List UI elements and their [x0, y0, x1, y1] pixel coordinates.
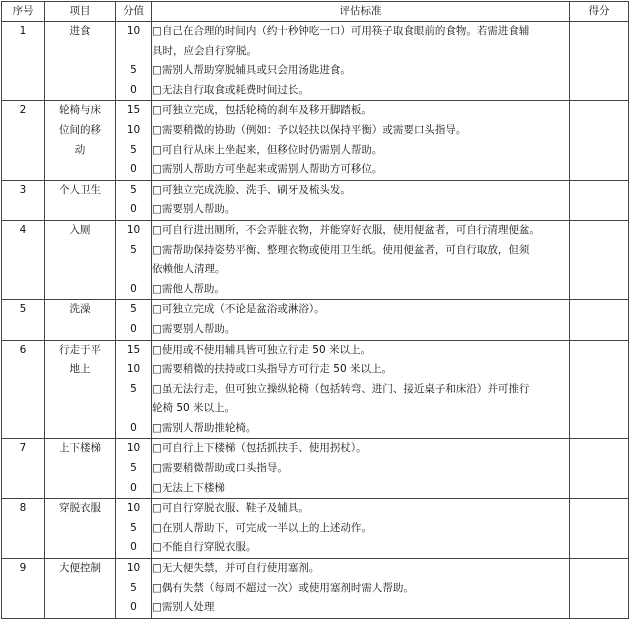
criteria-line: □偶有失禁（每周不超过一次）或使用塞剂时需人帮助。: [152, 581, 414, 594]
criteria-line: □需别人帮助方可坐起来或需别人帮助方可移位。: [152, 163, 383, 176]
criteria-cell: [152, 340, 570, 439]
criteria-line: □无法自行取食或耗费时间过长。: [152, 83, 309, 96]
score-value: 0: [130, 163, 137, 176]
score-input-cell[interactable]: [570, 180, 629, 220]
score-value: 10: [126, 223, 141, 236]
score-spacer: [116, 260, 151, 280]
row-number-cell: [2, 180, 45, 220]
score-input-cell[interactable]: [570, 300, 629, 340]
score-value: 5: [130, 183, 137, 196]
score-value: 5: [130, 303, 137, 316]
row-number: 1: [19, 25, 27, 37]
criteria-line: □自己在合理的时间内（约十秒钟吃一口）可用筷子取食眼前的食物。若需进食辅: [152, 25, 530, 37]
criteria-line: 轮椅 50 米以上。: [152, 402, 236, 415]
row-number-cell: [2, 340, 45, 439]
item-label: 地上: [69, 363, 91, 376]
score-value: 0: [130, 541, 137, 554]
table-row: [2, 499, 629, 559]
score-value-cell: [116, 101, 152, 180]
score-value: 15: [126, 343, 141, 356]
criteria-line: □需别人帮助穿脱辅具或只会用汤匙进食。: [152, 64, 351, 77]
criteria-line: □可自行从床上坐起来，但移位时仍需别人帮助。: [152, 143, 383, 156]
score-value-cell: [116, 340, 152, 439]
criteria-line: □需他人帮助。: [152, 282, 225, 295]
criteria-line: □可独立完成（不论是盆浴或淋浴）。: [152, 303, 325, 316]
item-label: 个人卫生: [59, 183, 101, 196]
item-label: 大便控制: [59, 562, 101, 575]
score-input-cell[interactable]: [570, 559, 629, 619]
item-label: 行走于平: [59, 343, 101, 356]
score-input-cell[interactable]: [570, 340, 629, 439]
score-value: 0: [130, 601, 137, 614]
score-input-cell[interactable]: [570, 101, 629, 180]
criteria-line: □需要稍微的协助（例如：予以轻扶以保持平衡）或需要口头指导。: [152, 123, 467, 136]
score-value: 5: [130, 243, 137, 256]
header-item: 项目: [45, 2, 116, 22]
table-row: [2, 340, 629, 439]
table-row: [2, 220, 629, 299]
score-value: 10: [126, 25, 141, 37]
table-row: [2, 439, 629, 499]
score-value: 0: [130, 83, 137, 96]
criteria-cell: [152, 22, 570, 101]
criteria-cell: [152, 300, 570, 340]
row-number: 7: [19, 442, 27, 455]
row-number-cell: [2, 22, 45, 101]
criteria-line: □可独立完成洗脸、洗手、刷牙及梳头发。: [152, 183, 351, 196]
score-value-cell: [116, 220, 152, 299]
score-spacer: [116, 42, 151, 62]
score-value: 15: [126, 104, 141, 117]
criteria-cell: [152, 499, 570, 559]
header-number: 序号: [2, 2, 45, 22]
row-number-cell: [2, 439, 45, 499]
score-value-cell: [116, 300, 152, 340]
criteria-line: □无法上下楼梯: [152, 481, 225, 494]
score-input-cell[interactable]: [570, 220, 629, 299]
row-number: 5: [19, 303, 27, 316]
item-label: 进食: [69, 25, 91, 37]
criteria-line: □不能自行穿脱衣服。: [152, 541, 257, 554]
score-value: 5: [130, 64, 137, 77]
criteria-line: □需要别人帮助。: [152, 322, 236, 335]
score-value-cell: [116, 559, 152, 619]
criteria-cell: [152, 180, 570, 220]
score-value: 10: [126, 442, 141, 455]
row-number: 3: [19, 183, 27, 196]
criteria-line: 依赖他人清理。: [152, 263, 226, 276]
row-number: 2: [19, 104, 27, 117]
criteria-line: 具时，应会自行穿脱。: [152, 44, 257, 57]
score-input-cell[interactable]: [570, 499, 629, 559]
score-value-cell: [116, 22, 152, 101]
row-number-cell: [2, 559, 45, 619]
item-cell: [45, 22, 116, 101]
criteria-line: □需要别人帮助。: [152, 203, 236, 216]
score-value: 0: [130, 282, 137, 295]
criteria-cell: [152, 101, 570, 180]
item-label: 位间的移: [59, 123, 101, 136]
criteria-line: □需帮助保持姿势平衡、整理衣物或使用卫生纸。使用便盆者，可自行取放，但须: [152, 243, 530, 256]
criteria-line: □可自行穿脱衣服、鞋子及辅具。: [152, 502, 309, 515]
criteria-cell: [152, 559, 570, 619]
score-value: 5: [130, 462, 137, 475]
criteria-line: □无大便失禁，并可自行使用塞剂。: [152, 562, 320, 575]
criteria-cell: [152, 220, 570, 299]
score-value: 5: [130, 581, 137, 594]
criteria-line: □需要稍微的扶持或口头指导方可行走 50 米以上。: [152, 363, 392, 376]
item-label: 穿脱衣服: [59, 502, 101, 515]
assessment-table: [1, 1, 629, 619]
table-row: [2, 559, 629, 619]
score-value-cell: [116, 499, 152, 559]
item-cell: [45, 559, 116, 619]
table-row: [2, 101, 629, 180]
item-label: 轮椅与床: [59, 104, 101, 117]
score-value-cell: [116, 439, 152, 499]
item-label: 动: [74, 143, 86, 156]
item-cell: [45, 101, 116, 180]
row-number: 4: [19, 223, 27, 236]
criteria-line: □在别人帮助下，可完成一半以上的上述动作。: [152, 521, 372, 534]
criteria-line: □需别人处理: [152, 601, 215, 614]
criteria-cell: [152, 439, 570, 499]
item-label: 洗澡: [69, 303, 91, 316]
table-row: [2, 22, 629, 101]
criteria-line: □可独立完成，包括轮椅的刹车及移开脚踏板。: [152, 104, 372, 117]
item-cell: [45, 300, 116, 340]
table-row: [2, 180, 629, 220]
item-cell: [45, 439, 116, 499]
row-number-cell: [2, 499, 45, 559]
score-value: 10: [126, 502, 141, 515]
item-label: 上下楼梯: [59, 442, 101, 455]
score-value: 0: [130, 322, 137, 335]
criteria-line: □虽无法行走，但可独立操纵轮椅（包括转弯、进门、接近桌子和床沿）并可推行: [152, 382, 530, 395]
score-value: 5: [130, 382, 137, 395]
score-value: 0: [130, 421, 137, 434]
score-spacer: [116, 399, 151, 419]
score-value: 10: [126, 363, 141, 376]
score-value: 5: [130, 143, 137, 156]
item-cell: [45, 220, 116, 299]
score-value: 0: [130, 203, 137, 216]
criteria-line: □需要稍微帮助或口头指导。: [152, 462, 288, 475]
row-number: 9: [19, 562, 27, 575]
item-cell: [45, 340, 116, 439]
score-value: 10: [126, 123, 141, 136]
row-number: 6: [19, 343, 27, 356]
item-label: 入厕: [69, 223, 91, 236]
table-row: [2, 300, 629, 340]
score-input-cell[interactable]: [570, 439, 629, 499]
header-criteria: 评估标准: [152, 2, 570, 22]
score-value: 0: [130, 481, 137, 494]
row-number-cell: [2, 300, 45, 340]
score-value: 10: [126, 562, 141, 575]
header-score-value: 分值: [116, 2, 152, 22]
criteria-line: □需别人帮助推轮椅。: [152, 421, 257, 434]
criteria-line: □可自行进出厕所，不会弄脏衣物，并能穿好衣服，使用便盆者，可自行清理便盆。: [152, 223, 540, 236]
header-score: 得分: [570, 2, 629, 22]
criteria-line: □使用或不使用辅具皆可独立行走 50 米以上。: [152, 343, 371, 356]
row-number: 8: [19, 502, 27, 515]
item-cell: [45, 499, 116, 559]
criteria-line: □可自行上下楼梯（包括抓扶手、使用拐杖）。: [152, 442, 367, 455]
item-cell: [45, 180, 116, 220]
score-input-cell[interactable]: [570, 22, 629, 101]
row-number-cell: [2, 101, 45, 180]
score-value: 5: [130, 521, 137, 534]
header-row: [2, 2, 629, 22]
row-number-cell: [2, 220, 45, 299]
score-value-cell: [116, 180, 152, 220]
